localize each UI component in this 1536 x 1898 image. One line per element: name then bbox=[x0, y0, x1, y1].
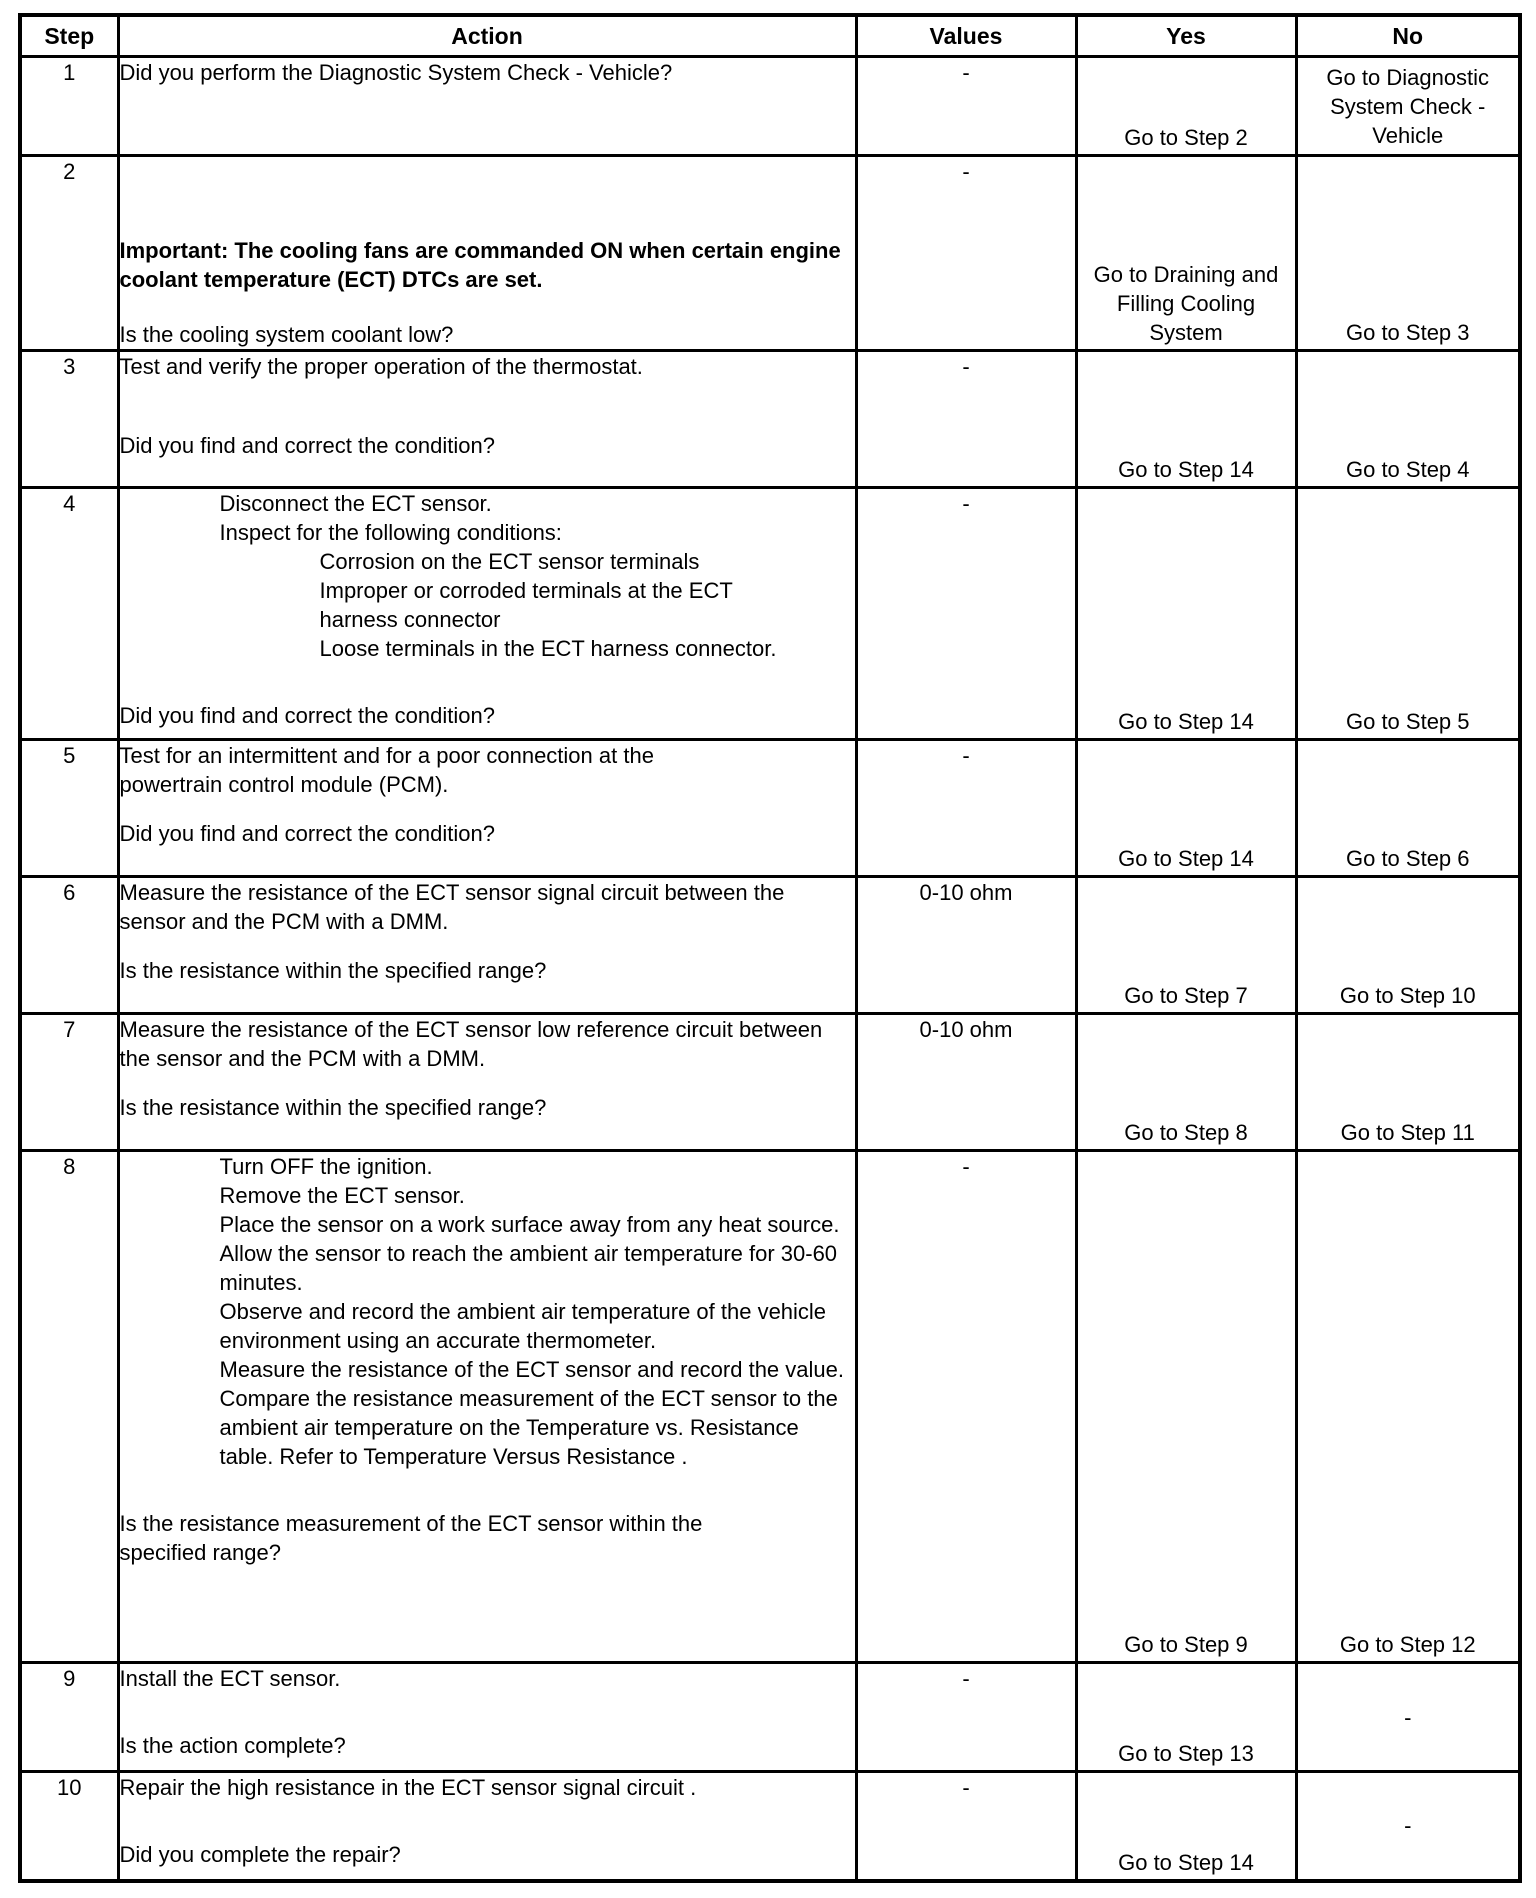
yes-cell: Go to Step 7 bbox=[1076, 877, 1296, 1014]
diagnostic-table bbox=[18, 13, 1522, 1883]
action-cell bbox=[118, 877, 856, 1014]
action-text: Measure the resistance of the ECT sensor signal circuit between the sensor and the PCM with a DMM. bbox=[119, 880, 785, 934]
action-question: Did you complete the repair? bbox=[119, 1842, 401, 1867]
table-row bbox=[20, 351, 1520, 488]
action-question: Did you find and correct the condition? bbox=[119, 821, 495, 846]
table-row bbox=[20, 156, 1520, 351]
values-cell: - bbox=[856, 1772, 1076, 1881]
action-item: Measure the resistance of the ECT sensor and record the value. bbox=[219, 1357, 844, 1382]
values-cell: - bbox=[856, 488, 1076, 740]
step-number: 4 bbox=[20, 488, 118, 740]
step-number: 10 bbox=[20, 1772, 118, 1881]
no-cell: Go to Step 4 bbox=[1296, 351, 1520, 488]
no-cell: Go to Step 6 bbox=[1296, 740, 1520, 877]
action-question: Is the resistance within the specified range? bbox=[119, 1095, 547, 1120]
yes-cell: Go to Step 14 bbox=[1076, 1772, 1296, 1881]
values-cell: - bbox=[856, 351, 1076, 488]
no-cell: Go to Step 12 bbox=[1296, 1151, 1520, 1663]
action-item: Place the sensor on a work surface away from any heat source. bbox=[219, 1212, 840, 1237]
header-step: Step bbox=[20, 15, 118, 57]
action-text: Did you perform the Diagnostic System Check - Vehicle? bbox=[119, 60, 673, 85]
action-cell bbox=[118, 1014, 856, 1151]
table-row bbox=[20, 1663, 1520, 1772]
step-number: 6 bbox=[20, 877, 118, 1014]
no-cell: Go to Step 3 bbox=[1296, 156, 1520, 351]
action-item: Disconnect the ECT sensor. bbox=[219, 491, 492, 516]
action-cell bbox=[118, 1663, 856, 1772]
table-row bbox=[20, 877, 1520, 1014]
table-row bbox=[20, 1151, 1520, 1663]
action-question: Did you find and correct the condition? bbox=[119, 433, 495, 458]
important-note: Important: The cooling fans are commanded ON when certain engine coolant temperature (ECT) DTCs are set. bbox=[119, 238, 841, 292]
yes-cell: Go to Step 8 bbox=[1076, 1014, 1296, 1151]
header-no: No bbox=[1296, 15, 1520, 57]
action-cell bbox=[118, 1151, 856, 1663]
step-number: 5 bbox=[20, 740, 118, 877]
no-cell: Go to Diagnostic System Check - Vehicle bbox=[1296, 57, 1520, 156]
action-item: Observe and record the ambient air temperature of the vehicle environment using an accurate thermometer. bbox=[219, 1299, 827, 1353]
action-text: Measure the resistance of the ECT sensor low reference circuit between the sensor and the PCM with a DMM. bbox=[119, 1017, 823, 1071]
action-question: Is the cooling system coolant low? bbox=[119, 322, 454, 347]
no-cell: Go to Step 10 bbox=[1296, 877, 1520, 1014]
header-action: Action bbox=[118, 15, 856, 57]
step-number: 8 bbox=[20, 1151, 118, 1663]
action-item: Turn OFF the ignition. bbox=[219, 1154, 433, 1179]
no-cell: Go to Step 11 bbox=[1296, 1014, 1520, 1151]
values-cell: - bbox=[856, 57, 1076, 156]
no-cell: - bbox=[1296, 1663, 1520, 1772]
action-subitem: Corrosion on the ECT sensor terminals bbox=[319, 549, 700, 574]
step-number: 1 bbox=[20, 57, 118, 156]
table-row bbox=[20, 740, 1520, 877]
values-cell: - bbox=[856, 1663, 1076, 1772]
action-cell bbox=[118, 57, 856, 156]
values-cell: - bbox=[856, 156, 1076, 351]
action-cell bbox=[118, 488, 856, 740]
yes-cell: Go to Step 2 bbox=[1076, 57, 1296, 156]
yes-cell: Go to Step 13 bbox=[1076, 1663, 1296, 1772]
no-cell: - bbox=[1296, 1772, 1520, 1881]
action-subitem: Improper or corroded terminals at the ECT harness connector bbox=[319, 578, 733, 632]
header-row bbox=[20, 15, 1520, 57]
yes-cell: Go to Draining and Filling Cooling System bbox=[1076, 156, 1296, 351]
header-yes: Yes bbox=[1076, 15, 1296, 57]
step-number: 3 bbox=[20, 351, 118, 488]
action-text: Test for an intermittent and for a poor connection at the powertrain control module (PCM). bbox=[119, 743, 654, 797]
values-cell: 0-10 ohm bbox=[856, 877, 1076, 1014]
action-item: Allow the sensor to reach the ambient air temperature for 30-60 minutes. bbox=[219, 1241, 838, 1295]
step-number: 2 bbox=[20, 156, 118, 351]
action-cell bbox=[118, 740, 856, 877]
yes-cell: Go to Step 9 bbox=[1076, 1151, 1296, 1663]
values-cell: - bbox=[856, 740, 1076, 877]
action-text: Test and verify the proper operation of the thermostat. bbox=[119, 354, 643, 379]
action-question: Is the resistance measurement of the ECT sensor within the specified range? bbox=[119, 1511, 703, 1565]
yes-cell: Go to Step 14 bbox=[1076, 488, 1296, 740]
header-values: Values bbox=[856, 15, 1076, 57]
action-cell bbox=[118, 156, 856, 351]
action-item: Inspect for the following conditions: bbox=[219, 520, 562, 545]
no-cell: Go to Step 5 bbox=[1296, 488, 1520, 740]
action-text: Repair the high resistance in the ECT sensor signal circuit . bbox=[119, 1775, 697, 1800]
yes-cell: Go to Step 14 bbox=[1076, 351, 1296, 488]
yes-cell: Go to Step 14 bbox=[1076, 740, 1296, 877]
action-item: Compare the resistance measurement of the ECT sensor to the ambient air temperature on the Temperature vs. Resistance table. Refer to Temperature Versus Resistance . bbox=[219, 1386, 838, 1469]
table-row bbox=[20, 1772, 1520, 1881]
action-question: Is the resistance within the specified range? bbox=[119, 958, 547, 983]
values-cell: - bbox=[856, 1151, 1076, 1663]
action-cell bbox=[118, 351, 856, 488]
table-row bbox=[20, 57, 1520, 156]
action-subitem: Loose terminals in the ECT harness connector. bbox=[319, 636, 777, 661]
action-item: Remove the ECT sensor. bbox=[219, 1183, 465, 1208]
table-row bbox=[20, 1014, 1520, 1151]
action-cell bbox=[118, 1772, 856, 1881]
action-question: Did you find and correct the condition? bbox=[119, 703, 495, 728]
table-row bbox=[20, 488, 1520, 740]
step-number: 9 bbox=[20, 1663, 118, 1772]
action-question: Is the action complete? bbox=[119, 1733, 346, 1758]
values-cell: 0-10 ohm bbox=[856, 1014, 1076, 1151]
step-number: 7 bbox=[20, 1014, 118, 1151]
diagnostic-table-page bbox=[18, 13, 1518, 1883]
action-text: Install the ECT sensor. bbox=[119, 1666, 341, 1691]
